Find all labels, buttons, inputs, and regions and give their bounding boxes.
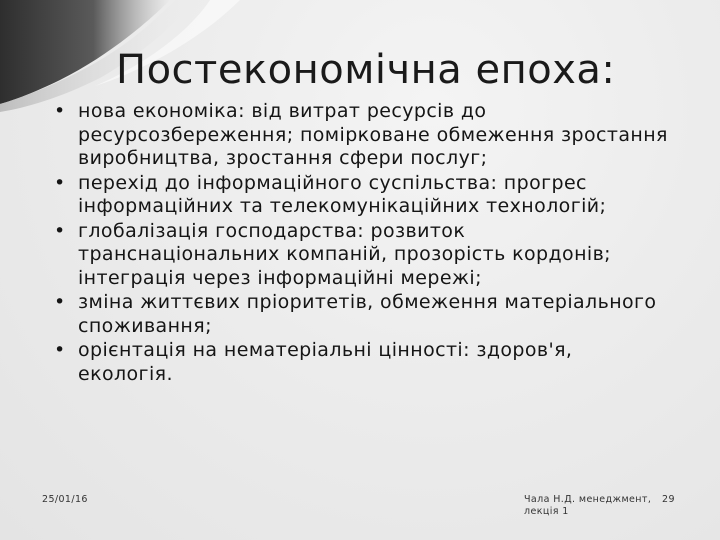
bullet-icon: • bbox=[54, 171, 66, 194]
bullet-text: глобалізація господарства: розвиток транснаціональних компаній, прозорість кордонів; інтеграція через інформаційні мережі; bbox=[78, 219, 611, 289]
bullet-item bbox=[52, 220, 672, 291]
slide-title: Постекономічна епоха: bbox=[116, 47, 616, 93]
footer-date: 25/01/16 bbox=[42, 494, 88, 505]
footer-page-number: 29 bbox=[662, 494, 675, 505]
bullet-text: орієнтація на нематеріальні цінності: здоров'я, екологія. bbox=[78, 339, 573, 385]
bullet-icon: • bbox=[54, 219, 66, 242]
bullet-item bbox=[52, 100, 672, 171]
footer-author: Чала Н.Д. менеджмент, лекція 1 bbox=[524, 494, 652, 517]
bullet-item bbox=[52, 291, 672, 338]
bullet-list bbox=[52, 100, 672, 387]
bullet-item bbox=[52, 172, 672, 219]
bullet-icon: • bbox=[54, 100, 66, 122]
bullet-text: перехід до інформаційного суспільства: прогрес інформаційних та телекомунікаційних технологій; bbox=[78, 171, 607, 217]
bullet-text: нова економіка: від витрат ресурсів до ресурсозбереження; помірковане обмеження зростання виробництва, зростання сфери послуг; bbox=[78, 100, 668, 169]
bullet-text: зміна життєвих пріоритетів, обмеження матеріального споживання; bbox=[78, 291, 657, 337]
bullet-icon: • bbox=[54, 339, 66, 361]
bullet-icon: • bbox=[54, 291, 66, 313]
bullet-item bbox=[52, 339, 672, 386]
